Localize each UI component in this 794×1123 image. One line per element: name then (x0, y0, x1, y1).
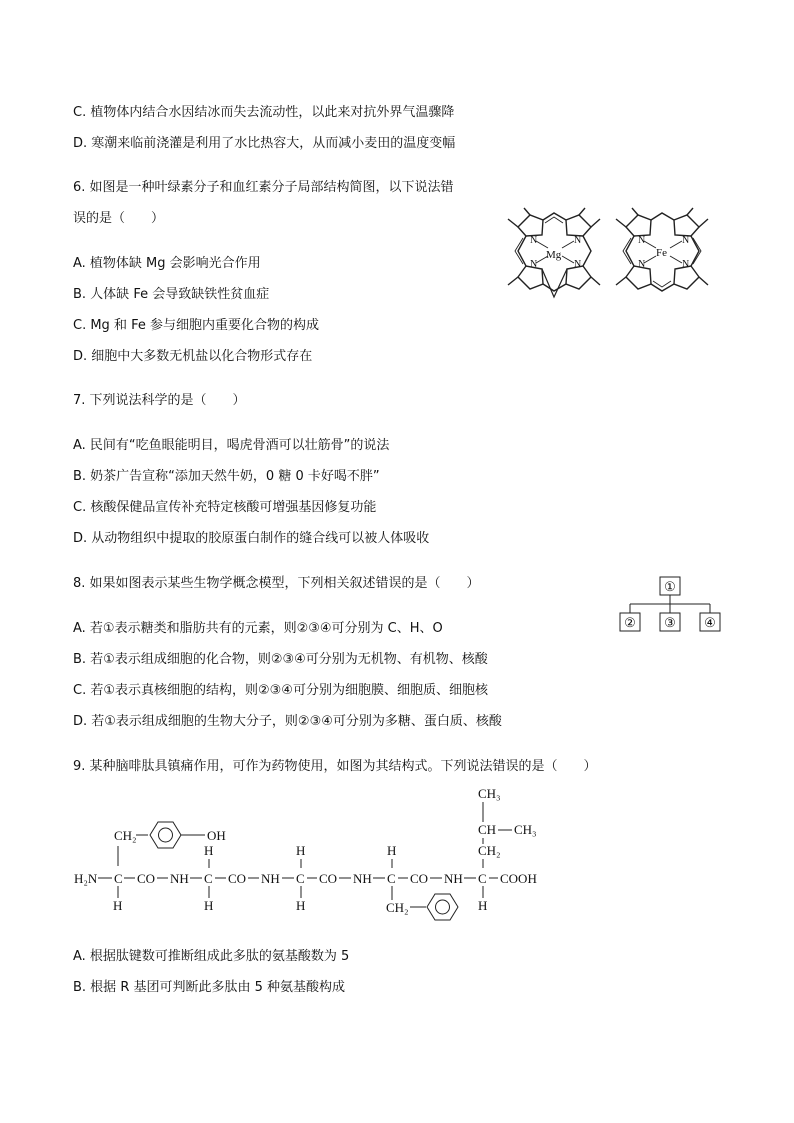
q5-option-c: C. 植物体内结合水因结冰而失去流动性，以此来对抗外界气温骤降 (73, 105, 455, 120)
q9-stem: 9. 某种脑啡肽具镇痛作用，可作为药物使用，如图为其结构式。下列说法错误的是（ ） (73, 759, 597, 774)
c4: C (387, 871, 396, 886)
nh1: NH (170, 871, 189, 886)
ch3-top: CH₃ (478, 786, 501, 801)
q6-option-d: D. 细胞中大多数无机盐以化合物形式存在 (73, 349, 313, 364)
tree-label-right: ④ (704, 615, 716, 630)
co4: CO (410, 871, 429, 886)
magnesium-label: Mg (546, 249, 562, 261)
heme-n-4: N (682, 259, 690, 270)
h-gly1-top: H (204, 843, 214, 858)
h-phe-top: H (387, 843, 397, 858)
q7-option-b: B. 奶茶广告宣称“添加天然牛奶，0 糖 0 卡好喝不胖” (73, 469, 380, 484)
q9-option-b: B. 根据 R 基团可判断此多肽由 5 种氨基酸构成 (73, 980, 346, 995)
q6-stem-line2: 误的是（ ） (73, 211, 165, 226)
h-gly1-bottom: H (204, 898, 214, 913)
q7-option-a: A. 民间有“吃鱼眼能明目，喝虎骨酒可以壮筋骨”的说法 (73, 438, 390, 453)
heme-n-2: N (682, 235, 690, 246)
nh4: NH (444, 871, 463, 886)
q6-option-a: A. 植物体缺 Mg 会影响光合作用 (73, 256, 261, 271)
co2: CO (228, 871, 247, 886)
ch2-leu: CH₂ (478, 843, 501, 858)
heme-n-3: N (638, 259, 646, 270)
h-gly2-bottom: H (296, 898, 306, 913)
q8-concept-tree (615, 575, 725, 635)
q8-option-c: C. 若①表示真核细胞的结构，则②③④可分别为细胞膜、细胞质、细胞核 (73, 683, 488, 698)
c5: C (478, 871, 487, 886)
q9-structural-formula (70, 780, 550, 925)
h-tyr-bottom: H (113, 898, 123, 913)
q7-option-d: D. 从动物组织中提取的胶原蛋白制作的缝合线可以被人体吸收 (73, 531, 430, 546)
c1: C (114, 871, 123, 886)
tree-label-left: ② (624, 615, 636, 630)
q9-option-a: A. 根据肽键数可推断组成此多肽的氨基酸数为 5 (73, 949, 350, 964)
h2n: H₂N (74, 871, 98, 886)
q8-option-d: D. 若①表示组成细胞的生物大分子，则②③④可分别为多糖、蛋白质、核酸 (73, 714, 502, 729)
q6-porphyrin-figure (490, 205, 710, 300)
q7-option-c: C. 核酸保健品宣传补充特定核酸可增强基因修复功能 (73, 500, 377, 515)
q8-option-a: A. 若①表示糖类和脂肪共有的元素，则②③④可分别为 C、H、O (73, 621, 443, 636)
chlorophyll-n-1: N (530, 235, 538, 246)
h-gly2-top: H (296, 843, 306, 858)
ch2-tyr: CH₂ (114, 828, 137, 843)
heme-n-1: N (638, 235, 646, 246)
cooh: COOH (500, 871, 537, 886)
ch2-phe: CH₂ (386, 900, 409, 915)
h-leu-bottom: H (478, 898, 488, 913)
chlorophyll-n-4: N (574, 259, 582, 270)
c2: C (204, 871, 213, 886)
chlorophyll-n-3: N (530, 259, 538, 270)
tree-label-middle: ③ (664, 615, 676, 630)
nh3: NH (353, 871, 372, 886)
q6-option-c: C. Mg 和 Fe 参与细胞内重要化合物的构成 (73, 318, 319, 333)
chlorophyll-n-2: N (574, 235, 582, 246)
co3: CO (319, 871, 338, 886)
q8-option-b: B. 若①表示组成细胞的化合物，则②③④可分别为无机物、有机物、核酸 (73, 652, 488, 667)
iron-label: Fe (656, 247, 667, 259)
ch-isopropyl: CH (478, 822, 497, 837)
q7-stem: 7. 下列说法科学的是（ ） (73, 393, 246, 408)
c3: C (296, 871, 305, 886)
co1: CO (137, 871, 156, 886)
q5-option-d: D. 寒潮来临前浇灌是利用了水比热容大，从而减小麦田的温度变幅 (73, 136, 456, 151)
q8-stem: 8. 如果如图表示某些生物学概念模型，下列相关叙述错误的是（ ） (73, 576, 480, 591)
ch3-side: CH₃ (514, 822, 537, 837)
tree-label-top: ① (664, 579, 676, 594)
oh-tyr: OH (207, 828, 226, 843)
q6-stem-line1: 6. 如图是一种叶绿素分子和血红素分子局部结构简图，以下说法错 (73, 180, 454, 195)
q6-option-b: B. 人体缺 Fe 会导致缺铁性贫血症 (73, 287, 270, 302)
nh2: NH (261, 871, 280, 886)
